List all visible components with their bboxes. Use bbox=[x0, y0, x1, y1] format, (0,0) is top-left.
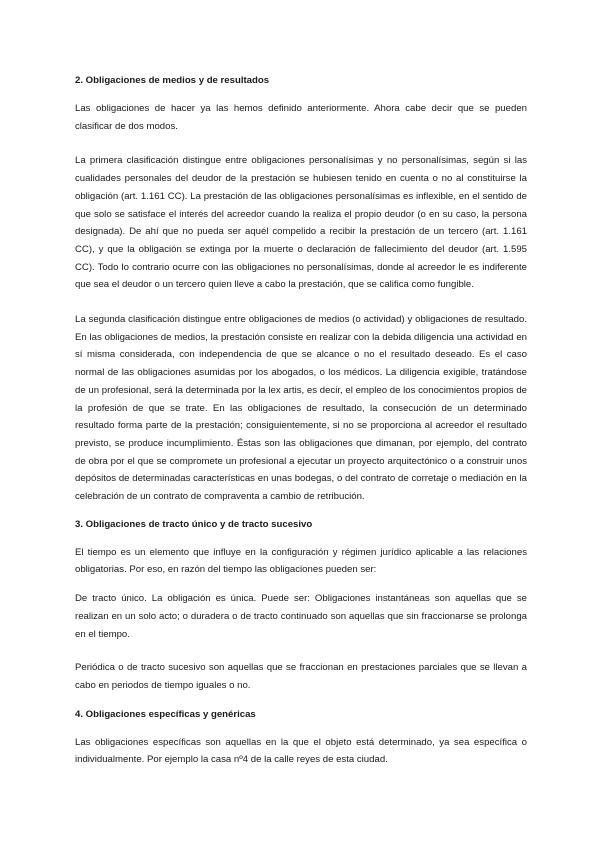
paragraph-tracto-sucesivo: Periódica o de tracto sucesivo son aquellas que se fraccionan en prestaciones parciales que se llevan a cabo en periodos de tiempo iguales o no. bbox=[75, 662, 527, 691]
paragraph-medios-resultado: La segunda clasificación distingue entre obligaciones de medios (o actividad) y obligaciones de resultado. En las obligaciones de medios, la prestación consiste en realizar con la debida diligencia una actividad en sí misma considerada, con independencia de que se alcance o no el resultado deseado. Es el caso normal de las obligaciones asumidas por los abogados, o los médicos. La diligencia exigible, tratándose de un profesional, será la determinada por la lex artis, es decir, el empleo de los conocimientos propios de la profesión de que se trate. En las obligaciones de resultado, la consecución de un determinado resultado forma parte de la prestación; consiguientemente, si no se proporciona al acreedor el resultado previsto, se produce incumplimiento. Éstas son las obligaciones que dimanan, por ejemplo, del contrato de obra por el que se compromete un profesional a ejecutar un proyecto arquitectónico o a construir unos depósitos de determinadas características en unas bodegas, o del contrato de corretaje o mediación en la celebración de un contrato de compraventa a cambio de retribución. bbox=[75, 314, 527, 503]
paragraph-intro-clasificacion: Las obligaciones de hacer ya las hemos definido anteriormente. Ahora cabe decir que se pueden clasificar de dos modos. bbox=[75, 103, 527, 132]
paragraph-personalisimas: La primera clasificación distingue entre obligaciones personalísimas y no personalísimas, según si las cualidades personales del deudor de la prestación se hubiesen tenido en cuenta o no al constituirse la obligación (art. 1.161 CC). La prestación de las obligaciones personalísimas es inflexible, en el sentido de que solo se satisface el interés del acreedor cuando la realiza el propio deudor (o en su caso, la persona designada). De ahí que no pueda ser aquél compelido a recibir la prestación de un tercero (art. 1.161 CC), y que la obligación se extinga por la muerte o declaración de fallecimiento del deudor (art. 1.595 CC). Todo lo contrario ocurre con las obligaciones no personalísimas, donde al acreedor le es indiferente que sea el deudor o un tercero quien lleve a cabo la prestación, que se califica como fungible. bbox=[75, 155, 527, 291]
paragraph-tracto-unico: De tracto único. La obligación es única. Puede ser: Obligaciones instantáneas son aquellas que se realizan en un solo acto; o duradera o de tracto continuado son aquellas que sin fraccionarse se prolonga en el tiempo. bbox=[75, 593, 527, 640]
paragraph-tiempo: El tiempo es un elemento que influye en la configuración y régimen jurídico aplicable a las relaciones obligatorias. Por eso, en razón del tiempo las obligaciones pueden ser: bbox=[75, 546, 527, 576]
section-heading-especificas-genericas: 4. Obligaciones específicas y genéricas bbox=[75, 708, 256, 720]
section-heading-medios-resultados: 2. Obligaciones de medios y de resultados bbox=[75, 75, 270, 86]
section-heading-tracto: 3. Obligaciones de tracto único y de tracto sucesivo bbox=[75, 518, 313, 530]
paragraph-especificas: Las obligaciones específicas son aquellas en la que el objeto está determinado, ya sea específica o individualmente. Por ejemplo la casa nº4 de la calle reyes de esta ciudad. bbox=[75, 736, 527, 766]
